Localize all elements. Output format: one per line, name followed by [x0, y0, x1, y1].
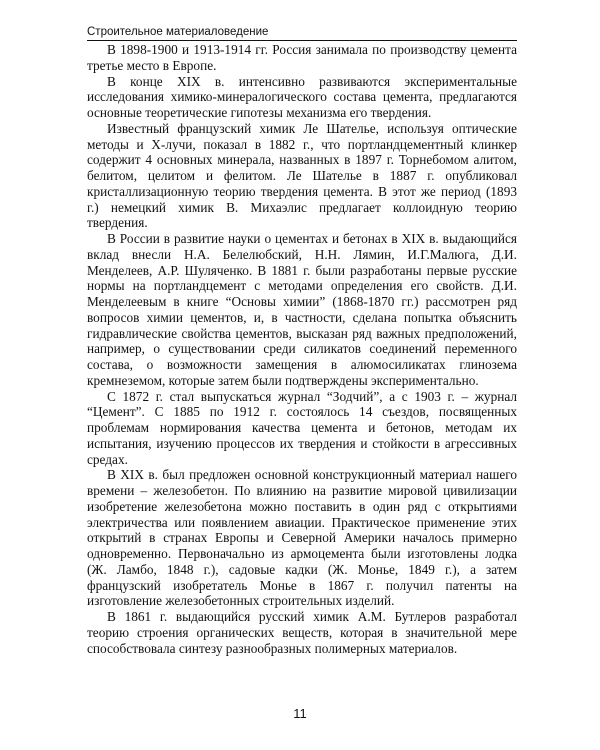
- body-text: [87, 42, 517, 656]
- paragraph: В России в развитие науки о цементах и бетонах в XIX в. выдающийся вклад внесли Н.А. Белелюбский, Н.Н. Лямин, И.Г.Малюга, Д.И. Менделеев, А.Р. Шуляченко. В 1881 г. были разработаны первые русские нормы на портландцемент с методами определения его свойств. Д.И. Менделеевым в книге “Основы химии” (1868-1870 гг.) рассмотрен ряд вопросов химии цементов, и, в частности, сделана попытка объяснить гидравлические свойства цементов, высказан ряд важных предположений, например, о существовании среди силикатов соединений переменного состава, о возможности замещения в алюмосиликатах глинозема кремнеземом, которые затем были подтверждены экспериментально.: [87, 231, 517, 388]
- paragraph: В 1898-1900 и 1913-1914 гг. Россия занимала по производству цемента третье место в Европе.: [87, 42, 517, 73]
- paragraph: В 1861 г. выдающийся русский химик А.М. Бутлеров разработал теорию строения органических веществ, которая в значительной мере способствовала синтезу разнообразных полимерных материалов.: [87, 609, 517, 656]
- paragraph: Известный французский химик Ле Шателье, используя оптические методы и Х-лучи, показал в 1882 г., что портландцементный клинкер содержит 4 основных минерала, названных в 1897 г. Торнебомом алитом, белитом, целитом и фелитом. Ле Шателье в 1887 г. опубликовал кристаллизационную теорию твердения цемента. В этот же период (1893 г.) немецкий химик В. Михаэлис предлагает коллоидную теорию твердения.: [87, 120, 517, 231]
- paragraph: С 1872 г. стал выпускаться журнал “Зодчий”, а с 1903 г. – журнал “Цемент”. С 1885 по 1912 г. состоялось 14 съездов, посвященных проблемам нормирования качества цемента и бетонов, методам их испытания, изучению процессов их твердения и стойкости в агрессивных средах.: [87, 388, 517, 467]
- paragraph: В конце XIX в. интенсивно развиваются экспериментальные исследования химико-минералогического состава цемента, предлагаются основные теоретические гипотезы механизма его твердения.: [87, 73, 517, 120]
- running-header: Строительное материаловедение: [87, 25, 517, 41]
- paragraph: В XIX в. был предложен основной конструкционный материал нашего времени – железобетон. По влиянию на развитие мировой цивилизации изобретение железобетона можно поставить в один ряд с открытиями электричества или появлением авиации. Практическое применение этих открытий в странах Европы и Северной Америки началось примерно одновременно. Первоначально из армоцемента были изготовлены лодка (Ж. Ламбо, 1848 г.), садовые кадки (Ж. Монье, 1849 г.), а затем французский изобретатель Монье в 1867 г. получил патенты на изготовление железобетонных строительных изделий.: [87, 467, 517, 609]
- page-number: 11: [293, 706, 307, 721]
